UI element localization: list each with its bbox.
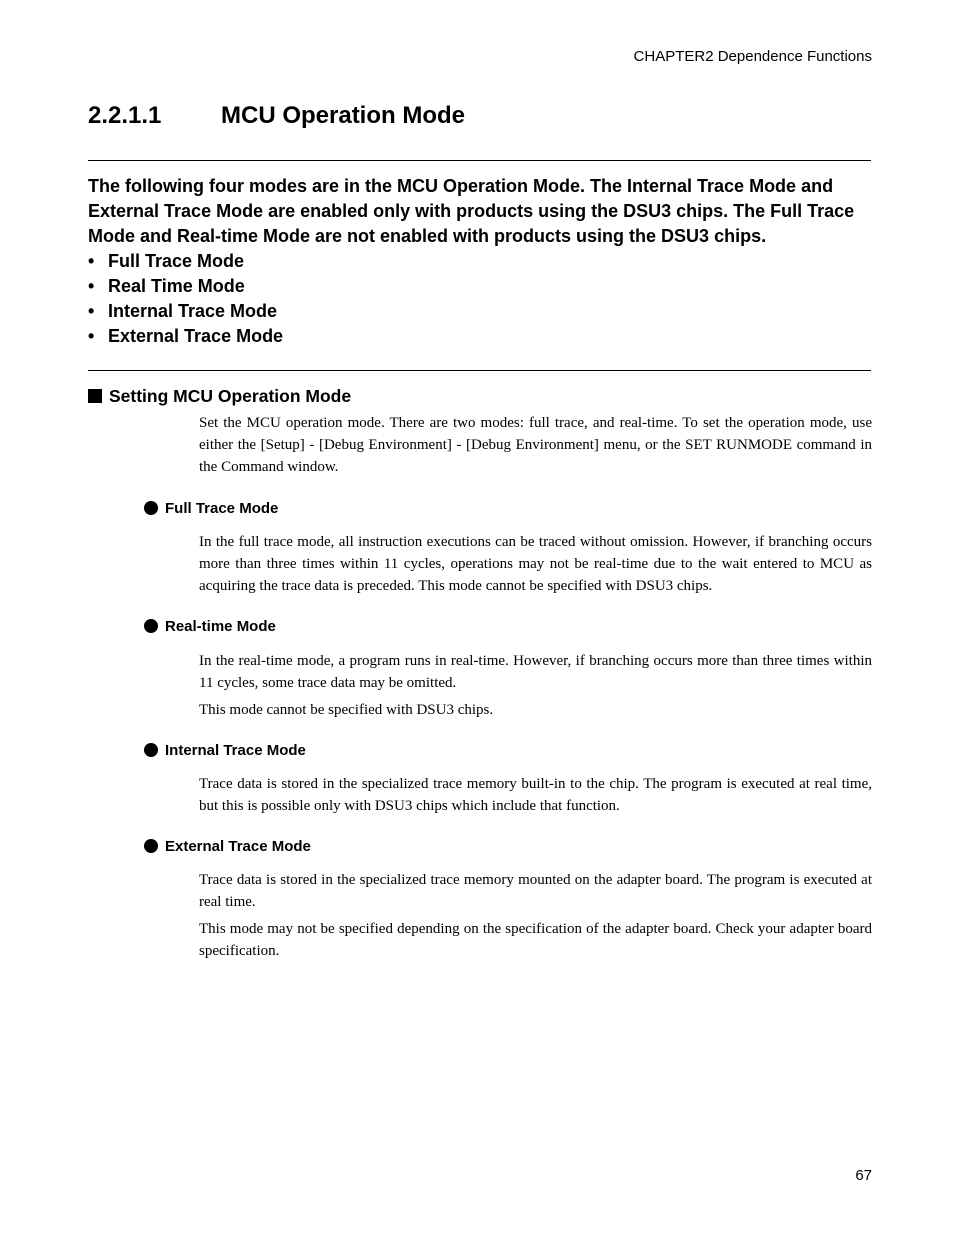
- setting-heading: [88, 386, 351, 407]
- setting-intro: [199, 412, 872, 483]
- page-number: 67: [855, 1167, 872, 1184]
- circle-bullet-icon: [144, 743, 158, 757]
- mode-heading-real-time: [144, 618, 276, 635]
- summary-paragraph: The following four modes are in the MCU Operation Mode. The Internal Trace Mode and External Trace Mode are enabled only with products using the DSU3 chips. The Full Trace Mode and Real-time Mode are not enabled with products using the DSU3 chips.: [88, 176, 855, 246]
- mode-list-label: Real Time Mode: [108, 276, 245, 296]
- mode-list-label: External Trace Mode: [108, 326, 284, 346]
- mode-list: [88, 249, 878, 349]
- circle-bullet-icon: [144, 839, 158, 853]
- bullet-icon: •: [88, 251, 95, 271]
- mode-list-item: [88, 274, 878, 299]
- mode-paragraph: In the full trace mode, all instruction executions can be traced without omission. However, if branching occurs more than three times within 11 cycles, operations may not be real-time due to the wait entered to MCU as acquiring the trace data is preceded. This mode cannot be specified with DSU3 chips.: [199, 534, 872, 594]
- circle-bullet-icon: [144, 619, 158, 633]
- divider-bottom: [88, 370, 871, 371]
- mode-heading-external-trace: [144, 838, 311, 855]
- bullet-icon: •: [88, 326, 95, 346]
- mode-paragraph: Trace data is stored in the specialized trace memory built-in to the chip. The program is executed at real time, but this is possible only with DSU3 chips which include that function.: [199, 776, 872, 814]
- section-number: 2.2.1.1: [88, 102, 162, 129]
- square-bullet-icon: [88, 389, 102, 403]
- mode-list-item: [88, 324, 878, 349]
- mode-heading-text: Real-time Mode: [165, 618, 276, 635]
- mode-heading-text: Internal Trace Mode: [165, 742, 306, 759]
- divider-top: [88, 160, 871, 161]
- mode-list-label: Full Trace Mode: [108, 251, 245, 271]
- bullet-icon: •: [88, 301, 95, 321]
- mode-body-real-time: [199, 650, 872, 726]
- mode-heading-internal-trace: [144, 742, 306, 759]
- mode-body-internal-trace: [199, 773, 872, 822]
- mode-body-external-trace: [199, 869, 872, 967]
- mode-list-item: [88, 249, 878, 274]
- mode-paragraph: Trace data is stored in the specialized trace memory mounted on the adapter board. The program is executed at real time.: [199, 872, 872, 910]
- bullet-icon: •: [88, 276, 95, 296]
- section-title: [88, 102, 465, 130]
- section-title-text: MCU Operation Mode: [221, 102, 465, 129]
- mode-paragraph: This mode cannot be specified with DSU3 chips.: [199, 702, 494, 718]
- mode-heading-text: Full Trace Mode: [165, 500, 279, 517]
- mode-body-full-trace: [199, 531, 872, 602]
- mode-list-label: Internal Trace Mode: [108, 301, 278, 321]
- mode-list-item: [88, 299, 878, 324]
- setting-heading-text: Setting MCU Operation Mode: [109, 386, 352, 406]
- mode-heading-full-trace: [144, 500, 278, 517]
- running-head: CHAPTER2 Dependence Functions: [633, 48, 872, 65]
- setting-intro-paragraph: Set the MCU operation mode. There are two modes: full trace, and real-time. To set the operation mode, use either the [Setup] - [Debug Environment] - [Debug Environment] menu, or the SET RUNMODE command in the Command window.: [199, 415, 872, 475]
- mode-heading-text: External Trace Mode: [165, 838, 311, 855]
- summary-box: [88, 174, 878, 349]
- circle-bullet-icon: [144, 501, 158, 515]
- mode-paragraph: This mode may not be specified depending on the specification of the adapter board. Check your adapter board specification.: [199, 921, 872, 959]
- mode-paragraph: In the real-time mode, a program runs in real-time. However, if branching occurs more than three times within 11 cycles, some trace data may be omitted.: [199, 653, 872, 691]
